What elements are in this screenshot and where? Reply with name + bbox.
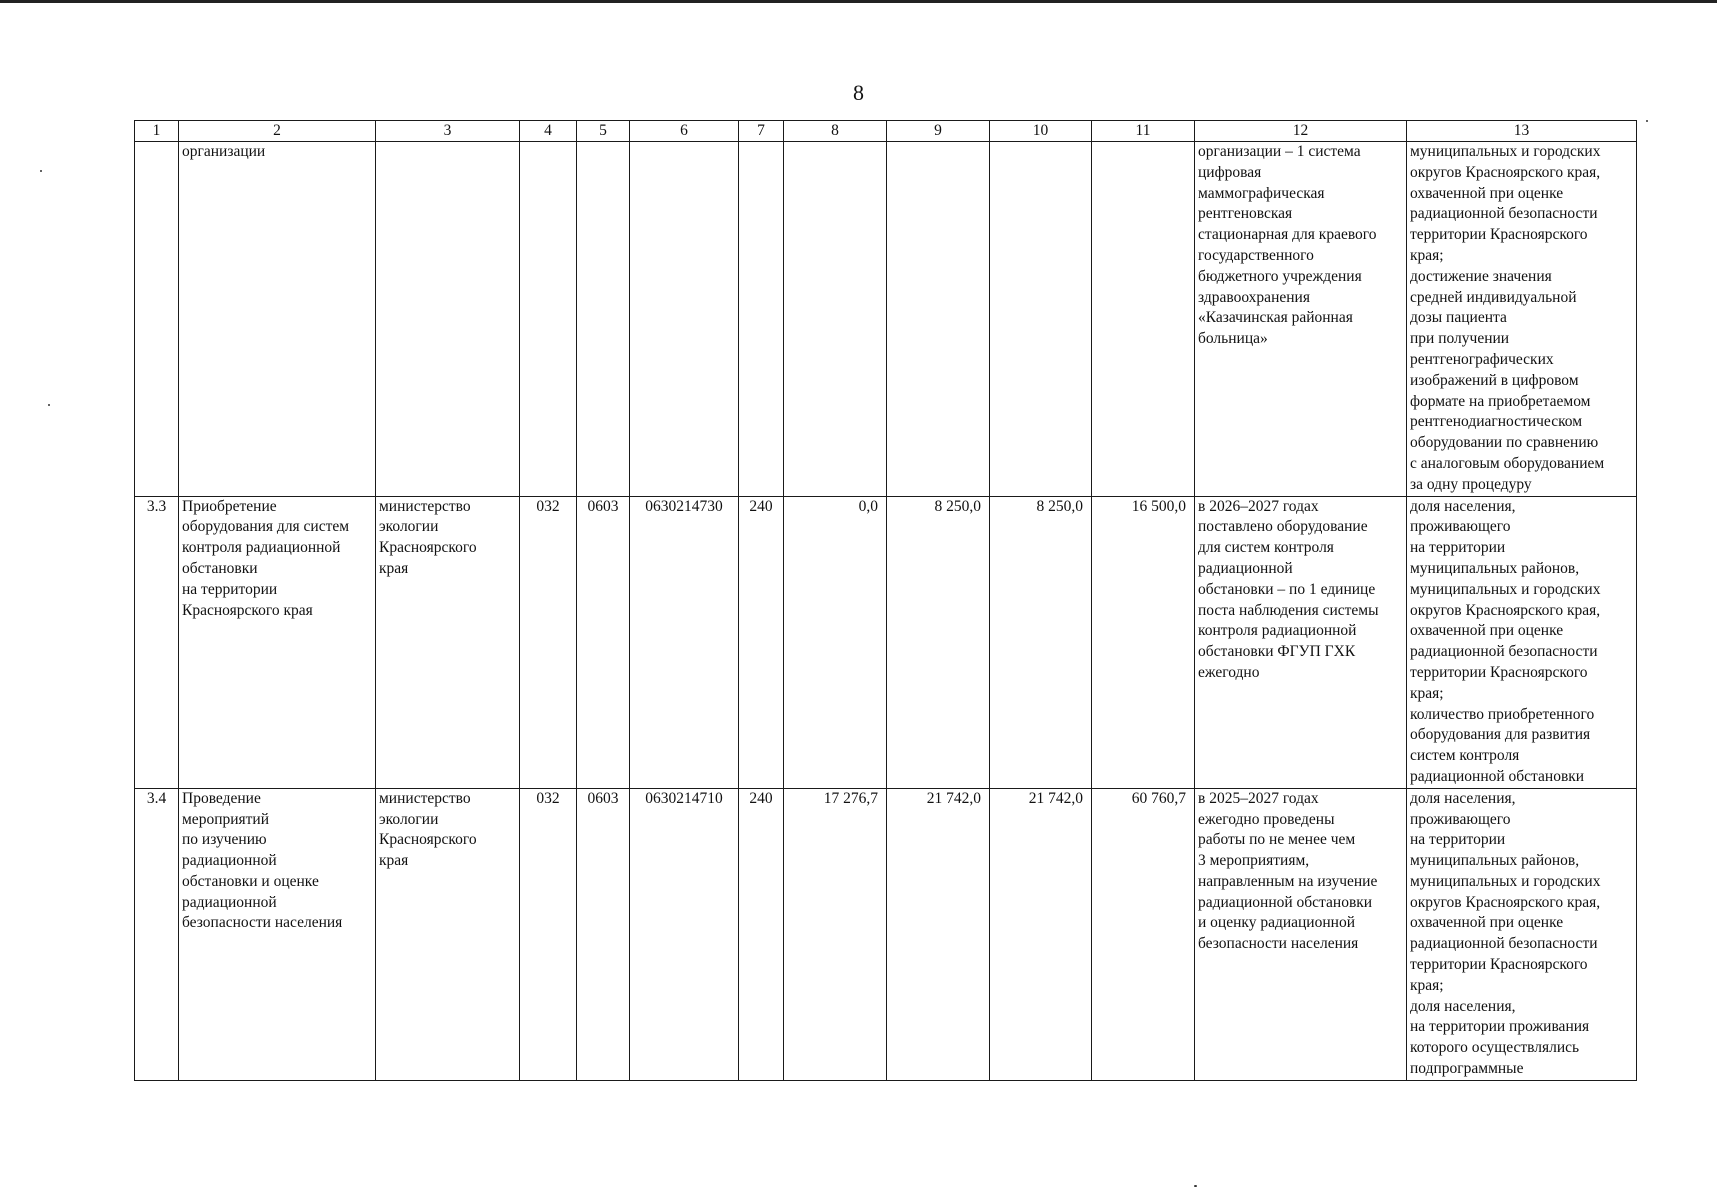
code-cell: 0630214730 <box>630 496 739 788</box>
column-header: 3 <box>376 121 520 142</box>
scan-speck <box>1646 120 1648 122</box>
column-header: 11 <box>1092 121 1195 142</box>
column-header: 6 <box>630 121 739 142</box>
code-cell: 032 <box>520 496 577 788</box>
item-number-cell <box>135 142 179 497</box>
column-header: 5 <box>577 121 630 142</box>
code-cell <box>739 142 784 497</box>
item-number-cell: 3.3 <box>135 496 179 788</box>
agency-cell: министерство экологии Красноярского края <box>376 496 520 788</box>
column-header: 13 <box>1407 121 1637 142</box>
code-cell <box>630 142 739 497</box>
amount-cell: 60 760,7 <box>1092 788 1195 1080</box>
code-cell <box>577 142 630 497</box>
program-activities-table <box>134 120 1637 1081</box>
code-cell: 032 <box>520 788 577 1080</box>
expected-result-cell: организации – 1 система цифровая маммографическая рентгеновская стационарная для краевого государственного бюджетного учреждения здравоохранения «Казачинская районная больница» <box>1195 142 1407 497</box>
amount-cell <box>990 142 1092 497</box>
column-header: 7 <box>739 121 784 142</box>
amount-cell <box>887 142 990 497</box>
item-number-cell: 3.4 <box>135 788 179 1080</box>
activity-name-cell: Проведение мероприятий по изучению радиационной обстановки и оценке радиационной безопасности населения <box>179 788 376 1080</box>
agency-cell <box>376 142 520 497</box>
code-cell <box>520 142 577 497</box>
scan-speck <box>48 404 50 406</box>
amount-cell: 16 500,0 <box>1092 496 1195 788</box>
column-header: 4 <box>520 121 577 142</box>
table-row <box>135 142 1637 497</box>
amount-cell: 21 742,0 <box>887 788 990 1080</box>
column-header: 2 <box>179 121 376 142</box>
column-header: 8 <box>784 121 887 142</box>
indicator-cell: доля населения, проживающего на территории муниципальных районов, муниципальных и городских округов Красноярского края, охваченной при оценке радиационной безопасности территории Красноярского края; доля населения, на территории проживания которого осуществлялись подпрограммные <box>1407 788 1637 1080</box>
page-number: 8 <box>853 80 864 105</box>
code-cell: 0630214710 <box>630 788 739 1080</box>
column-header: 12 <box>1195 121 1407 142</box>
agency-cell: министерство экологии Красноярского края <box>376 788 520 1080</box>
activity-name-cell: организации <box>179 142 376 497</box>
column-header: 1 <box>135 121 179 142</box>
scan-speck <box>1194 1185 1197 1187</box>
amount-cell: 8 250,0 <box>887 496 990 788</box>
expected-result-cell: в 2026–2027 годах поставлено оборудование для систем контроля радиационной обстановки – по 1 единице поста наблюдения системы контроля радиационной обстановки ФГУП ГХК ежегодно <box>1195 496 1407 788</box>
indicator-cell: доля населения, проживающего на территории муниципальных районов, муниципальных и городских округов Красноярского края, охваченной при оценке радиационной безопасности территории Красноярского края; количество приобретенного оборудования для развития систем контроля радиационной обстановки <box>1407 496 1637 788</box>
activity-name-cell: Приобретение оборудования для систем контроля радиационной обстановки на территории Красноярского края <box>179 496 376 788</box>
scan-speck <box>40 170 42 172</box>
column-header: 9 <box>887 121 990 142</box>
amount-cell: 8 250,0 <box>990 496 1092 788</box>
column-number-row <box>135 121 1637 142</box>
indicator-cell: муниципальных и городских округов Красноярского края, охваченной при оценке радиационной безопасности территории Красноярского края; достижение значения средней индивидуальной дозы пациента при получении рентгенографических изображений в цифровом формате на приобретаемом рентгенодиагностическом оборудовании по сравнению с аналоговым оборудованием за одну процедуру <box>1407 142 1637 497</box>
code-cell: 0603 <box>577 788 630 1080</box>
code-cell: 240 <box>739 788 784 1080</box>
table-row <box>135 788 1637 1080</box>
amount-cell: 0,0 <box>784 496 887 788</box>
amount-cell: 17 276,7 <box>784 788 887 1080</box>
table-row <box>135 496 1637 788</box>
code-cell: 0603 <box>577 496 630 788</box>
scan-top-edge <box>0 0 1717 3</box>
amount-cell <box>1092 142 1195 497</box>
code-cell: 240 <box>739 496 784 788</box>
column-header: 10 <box>990 121 1092 142</box>
amount-cell: 21 742,0 <box>990 788 1092 1080</box>
amount-cell <box>784 142 887 497</box>
expected-result-cell: в 2025–2027 годах ежегодно проведены работы по не менее чем 3 мероприятиям, направленным на изучение радиационной обстановки и оценку радиационной безопасности населения <box>1195 788 1407 1080</box>
